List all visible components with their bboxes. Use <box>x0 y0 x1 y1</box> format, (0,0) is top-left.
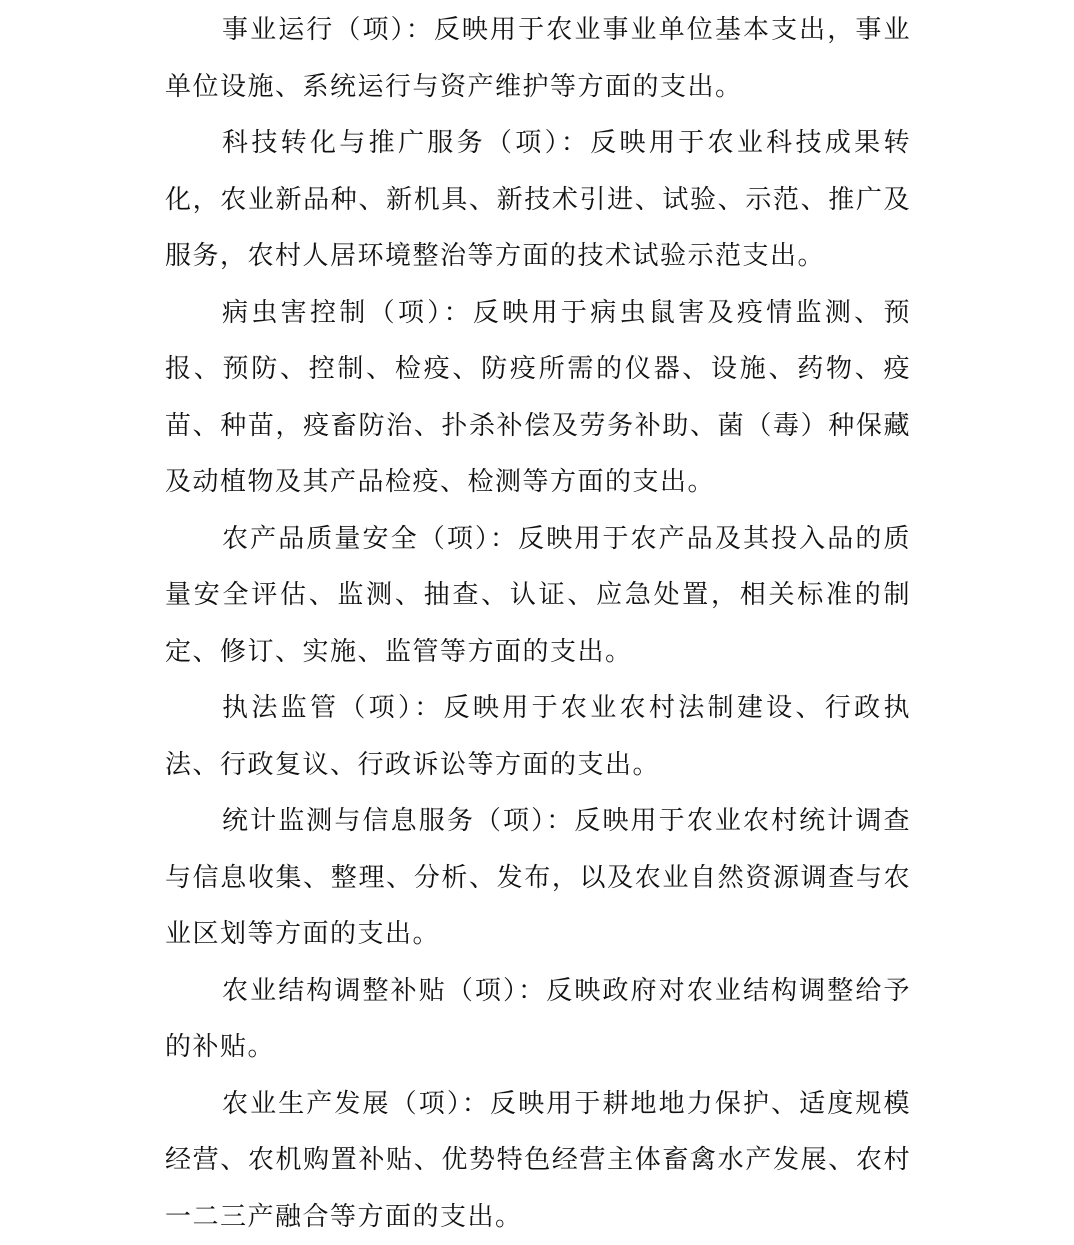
paragraph-production-development: 农业生产发展（项）：反映用于耕地地力保护、适度规模经营、农机购置补贴、优势特色经营主体畜禽水产发展、农村一二三产融合等方面的支出。 <box>165 1076 911 1245</box>
paragraph-tech-transfer: 科技转化与推广服务（项）：反映用于农业科技成果转化，农业新品种、新机具、新技术引进、试验、示范、推广及服务，农村人居环境整治等方面的技术试验示范支出。 <box>165 115 911 285</box>
document-page <box>165 2 911 1245</box>
paragraph-law-enforcement: 执法监管（项）：反映用于农业农村法制建设、行政执法、行政复议、行政诉讼等方面的支出。 <box>165 680 911 793</box>
paragraph-structure-subsidy: 农业结构调整补贴（项）：反映政府对农业结构调整给予的补贴。 <box>165 963 911 1076</box>
paragraph-product-quality: 农产品质量安全（项）：反映用于农产品及其投入品的质量安全评估、监测、抽查、认证、应急处置，相关标准的制定、修订、实施、监管等方面的支出。 <box>165 511 911 681</box>
paragraph-pest-control: 病虫害控制（项）：反映用于病虫鼠害及疫情监测、预报、预防、控制、检疫、防疫所需的仪器、设施、药物、疫苗、种苗，疫畜防治、扑杀补偿及劳务补助、菌（毒）种保藏及动植物及其产品检疫、检测等方面的支出。 <box>165 285 911 511</box>
paragraph-statistics: 统计监测与信息服务（项）：反映用于农业农村统计调查与信息收集、整理、分析、发布，以及农业自然资源调查与农业区划等方面的支出。 <box>165 793 911 963</box>
paragraph-operations: 事业运行（项）：反映用于农业事业单位基本支出，事业单位设施、系统运行与资产维护等方面的支出。 <box>165 2 911 115</box>
